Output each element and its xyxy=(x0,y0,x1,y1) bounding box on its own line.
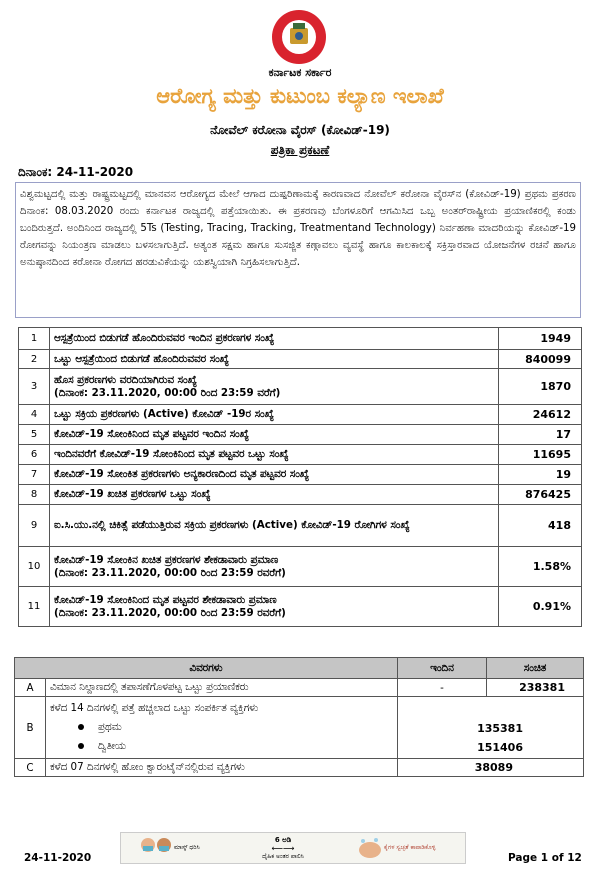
row-number: 9 xyxy=(19,505,50,547)
column-header-cumulative: ಸಂಚಿತ xyxy=(487,658,584,679)
government-name: ಕರ್ನಾಟಕ ಸರ್ಕಾರ xyxy=(268,66,332,79)
row-cumulative: 38089 xyxy=(398,759,584,777)
mask-people-icon xyxy=(138,836,174,860)
row-number: 11 xyxy=(19,587,50,627)
row-number: 1 xyxy=(19,328,50,350)
row-value: 876425 xyxy=(499,485,582,505)
list-item-label: ಪ್ರಥಮ xyxy=(98,721,122,733)
distance-segment xyxy=(221,833,345,863)
distance-note: ದೈಹಿಕ ಅಂತರ ಪಾಲಿಸಿ xyxy=(262,852,304,860)
table-row xyxy=(15,759,584,777)
list-item xyxy=(50,737,393,756)
row-description xyxy=(50,587,499,627)
row-description-text: ಕಳೆದ 14 ದಿನಗಳಲ್ಲಿ ಪತ್ತೆ ಹಚ್ಚಲಾದ ಒಟ್ಟು ಸಂಪರ್ಕಿತ ವ್ಯಕ್ತಿಗಳು xyxy=(50,702,259,714)
column-header-details: ವಿವರಗಳು xyxy=(15,658,398,679)
row-values xyxy=(398,697,584,759)
table-header-row xyxy=(15,658,584,679)
row-note: (ದಿನಾಂಕ: 23.11.2020, 00:00 ರಿಂದ 23:59 ರವರೆಗೆ) xyxy=(54,566,286,579)
row-description xyxy=(46,697,398,759)
row-number: 4 xyxy=(19,405,50,425)
list-item-label: ದ್ವಿತೀಯ xyxy=(98,740,126,752)
row-value: 1870 xyxy=(499,369,582,405)
row-number: 2 xyxy=(19,350,50,369)
row-description: ಇಂದಿನವರೆಗೆ ಕೋವಿಡ್-19 ಸೋಂಕಿನಿಂದ ಮೃತ ಪಟ್ಟವರ ಒಟ್ಟು ಸಂಖ್ಯೆ xyxy=(50,445,499,465)
table-row xyxy=(19,405,582,425)
table-row xyxy=(19,425,582,445)
row-value: 19 xyxy=(499,465,582,485)
details-table xyxy=(14,657,584,777)
bullet-icon xyxy=(78,724,84,730)
covid-awareness-banner xyxy=(120,832,466,864)
arrow-icon: ⟵⟶ xyxy=(271,843,295,853)
row-label: B xyxy=(15,697,46,759)
row-description-text: ಕೋವಿಡ್-19 ಸೋಂಕಿನಿಂದ ಮೃತ ಪಟ್ಟವರ ಶೇಕಡಾವಾರು ಪ್ರಮಾಣ xyxy=(54,593,277,606)
table-row xyxy=(19,465,582,485)
handwash-icon xyxy=(356,836,384,860)
row-description: ಆಸ್ಪತ್ರೆಯಿಂದ ಬಿಡುಗಡೆ ಹೊಂದಿರುವವರ ಇಂದಿನ ಪ್ರಕರಣಗಳ ಸಂಖ್ಯೆ xyxy=(50,328,499,350)
list-item xyxy=(50,718,393,737)
table-row xyxy=(19,587,582,627)
row-value: 1949 xyxy=(499,328,582,350)
primary-value: 135381 xyxy=(477,722,523,735)
row-description: ಕಳೆದ 07 ದಿನಗಳಲ್ಲಿ ಹೋಂ ಕ್ವಾರಂಟೈನ್‌ನಲ್ಲಿರುವ ವ್ಯಕ್ತಿಗಳು xyxy=(46,759,398,777)
table-row xyxy=(19,505,582,547)
row-number: 8 xyxy=(19,485,50,505)
subject-line: ನೋವೆಲ್ ಕರೋನಾ ವೈರಸ್ (ಕೋವಿಡ್-19) xyxy=(210,123,390,137)
handwash-label: ಕೈಗಳ ಸ್ವಚ್ಛತೆ ಕಾಪಾಡಿಕೊಳ್ಳಿ xyxy=(384,844,436,851)
row-description-text: ಕೋವಿಡ್-19 ಸೋಂಕಿನ ಖಚಿತ ಪ್ರಕರಣಗಳ ಶೇಕಡಾವಾರು ಪ್ರಮಾಣ xyxy=(54,553,279,566)
row-value: 1.58% xyxy=(499,547,582,587)
secondary-value: 151406 xyxy=(477,741,523,754)
row-description: ವಿಮಾನ ನಿಲ್ದಾಣದಲ್ಲಿ ತಪಾಸಣೆಗೊಳಪಟ್ಟ ಒಟ್ಟು ಪ್ರಯಾಣಿಕರು xyxy=(46,679,398,697)
row-value: 17 xyxy=(499,425,582,445)
intro-paragraph: ವಿಶ್ವಮಟ್ಟದಲ್ಲಿ ಮತ್ತು ರಾಷ್ಟ್ರಮಟ್ಟದಲ್ಲಿ ಮಾನವನ ಆರೋಗ್ಯದ ಮೇಲೆ ಆಗಾದ ದುಷ್ಪರಿಣಾಮಕ್ಕೆ ಕಾರಣವಾದ ನೋವೆಲ್ ಕರೋನಾ ವೈರಸ್‌ನ (ಕೋವಿಡ್-19) ಪ್ರಥಮ ಪ್ರಕರಣ ದಿನಾಂಕ: 08.03.2020 ರಂದು ಕರ್ನಾಟಕ ರಾಜ್ಯದಲ್ಲಿ ಪತ್ತೆಯಾಯಿತು. ಈ ಪ್ರಕರಣವು ಬೆಂಗಳೂರಿಗೆ ಆಗಮಿಸಿದ ಒಬ್ಬ ಅಂತರ್‌ರಾಷ್ಟ್ರೀಯ ಪ್ರಯಾಣಿಕರಲ್ಲಿ ಕಂಡು ಬಂದಿರುತ್ತದೆ. ಅಂದಿನಿಂದ ರಾಜ್ಯದಲ್ಲಿ 5Ts (Testing, Tracing, Tracking, Treatmentand Technology) ನಿರ್ವಹಣಾ ಮಾದರಿಯನ್ನು ಕೋವಿಡ್-19 ರೋಗವನ್ನು ನಿಯಂತ್ರಣ ಮಾಡಲು ಬಳಸಲಾಗುತ್ತಿದೆ. ಅತ್ಯಂತ ಸಕ್ಷಮ ಹಾಗೂ ಸುಸಜ್ಜಿತ ಕಣ್ಗಾವಲು ವ್ಯವಸ್ಥೆ ಹಾಗೂ ಕಾಲಕಾಲಕ್ಕೆ ಸಕ್ರಿಸ್ತಾರವಾದ ಯೋಜನೆಗಳ ರಚನೆ ಹಾಗೂ ಅನುಷ್ಠಾನದಿಂದ ಕರೋನಾ ರೋಗದ ಹರಡುವಿಕೆಯನ್ನು ಯಶಸ್ವಿಯಾಗಿ ನಿಗ್ರಹಿಸಲಾಗುತ್ತಿದೆ. xyxy=(15,182,581,318)
press-release-heading: ಪತ್ರಿಕಾ ಪ್ರಕಟಣೆ xyxy=(270,143,330,157)
row-number: 7 xyxy=(19,465,50,485)
row-description: ಒಟ್ಟು ಸಕ್ರಿಯ ಪ್ರಕರಣಗಳು (Active) ಕೋವಿಡ್ -19ರ ಸಂಖ್ಯೆ xyxy=(50,405,499,425)
row-note: (ದಿನಾಂಕ: 23.11.2020, 00:00 ರಿಂದ 23:59 ವರೆಗೆ) xyxy=(54,386,281,399)
row-description: ಒಟ್ಟು ಆಸ್ಪತ್ರೆಯಿಂದ ಬಿಡುಗಡೆ ಹೊಂದಿರುವವರ ಸಂಖ್ಯೆ xyxy=(50,350,499,369)
table-row xyxy=(15,697,584,759)
table-row xyxy=(19,350,582,369)
department-title: ಆರೋಗ್ಯ ಮತ್ತು ಕುಟುಂಬ ಕಲ್ಯಾಣ ಇಲಾಖೆ xyxy=(156,84,444,108)
stats-table xyxy=(18,327,582,627)
handwash-segment xyxy=(345,833,465,863)
page-number: Page 1 of 12 xyxy=(508,852,582,864)
table-row xyxy=(19,547,582,587)
row-value: 840099 xyxy=(499,350,582,369)
row-description xyxy=(50,547,499,587)
row-today: - xyxy=(398,679,487,697)
row-value: 11695 xyxy=(499,445,582,465)
row-description xyxy=(50,369,499,405)
row-cumulative: 238381 xyxy=(487,679,584,697)
row-label: A xyxy=(15,679,46,697)
row-number: 10 xyxy=(19,547,50,587)
government-emblem xyxy=(264,8,334,66)
row-description: ಕೋವಿಡ್-19 ಖಚಿತ ಪ್ರಕರಣಗಳ ಒಟ್ಟು ಸಂಖ್ಯೆ xyxy=(50,485,499,505)
column-header-today: ಇಂದಿನ xyxy=(398,658,487,679)
mask-label: ಮಾಸ್ಕ್ ಧರಿಸಿ xyxy=(174,844,200,851)
table-row xyxy=(19,369,582,405)
bullet-icon xyxy=(78,743,84,749)
row-label: C xyxy=(15,759,46,777)
row-note: (ದಿನಾಂಕ: 23.11.2020, 00:00 ರಿಂದ 23:59 ರವರೆಗೆ) xyxy=(54,606,286,619)
row-number: 6 xyxy=(19,445,50,465)
footer-date: 24-11-2020 xyxy=(24,852,92,864)
mask-segment xyxy=(121,833,221,863)
row-number: 5 xyxy=(19,425,50,445)
table-row xyxy=(19,445,582,465)
row-description-text: ಹೊಸ ಪ್ರಕರಣಗಳು ವರದಿಯಾಗಿರುವ ಸಂಖ್ಯೆ xyxy=(54,373,197,386)
distance-label: 6 ಅಡಿ xyxy=(274,835,292,844)
row-value: 24612 xyxy=(499,405,582,425)
row-number: 3 xyxy=(19,369,50,405)
row-description: ಕೋವಿಡ್-19 ಸೋಂಕಿನಿಂದ ಮೃತ ಪಟ್ಟವರ ಇಂದಿನ ಸಂಖ್ಯೆ xyxy=(50,425,499,445)
row-value: 0.91% xyxy=(499,587,582,627)
table-row xyxy=(15,679,584,697)
row-description: ಕೋವಿಡ್-19 ಸೋಂಕಿತ ಪ್ರಕರಣಗಳು ಅನ್ಯಕಾರಣದಿಂದ ಮೃತ ಪಟ್ಟವರ ಸಂಖ್ಯೆ xyxy=(50,465,499,485)
table-row xyxy=(19,485,582,505)
table-row xyxy=(19,328,582,350)
document-date: ದಿನಾಂಕ: 24-11-2020 xyxy=(18,165,134,179)
row-value: 418 xyxy=(499,505,582,547)
row-description: ಐ.ಸಿ.ಯು.ನಲ್ಲಿ ಚಿಕಿತ್ಸೆ ಪಡೆಯುತ್ತಿರುವ ಸಕ್ರಿಯ ಪ್ರಕರಣಗಳು (Active) ಕೋವಿಡ್-19 ರೋಗಿಗಳ ಸಂಖ್ಯೆ xyxy=(50,505,499,547)
